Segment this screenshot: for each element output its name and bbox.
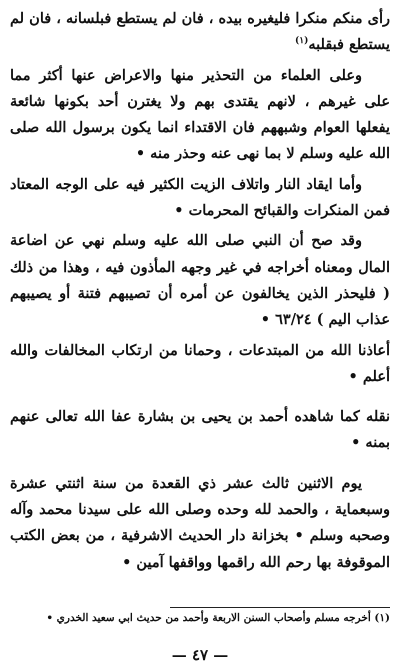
paragraph-fire-oil xyxy=(10,172,390,225)
paragraph-text: يوم الاثنين ثالث عشر ذي القعدة من سنة اثنتي عشرة وسبعماية ، والحمد لله وحده وصلى الله على سيدنا محمد وآله وصحبه وسلم • بخزانة دار الحديث الاشرفية ، من بعض الكتب الموقوفة بها رحم الله راقمها وواقفها آمين • xyxy=(10,474,390,571)
main-text xyxy=(10,6,390,580)
page-number: — ٤٧ — xyxy=(171,646,229,664)
footnote: (١) أخرجه مسلم وأصحاب السنن الاربعة وأحمد من حديث ابي سعيد الخدري • xyxy=(46,612,390,624)
paragraph-text: وأما ايقاد النار واتلاف الزيت الكثير فيه على الوجه المعتاد فمن المنكرات والقبائح المحرمات • xyxy=(10,175,390,220)
paragraph-hadith-end xyxy=(10,6,390,59)
footnote-divider xyxy=(170,607,390,608)
paragraph-scholars xyxy=(10,63,390,168)
paragraph-text: وقد صح أن النبي صلى الله عليه وسلم نهي عن اضاعة المال ومعناه أخراجه في غير وجهه المأذون فيه ، وهذا من ذلك ( فليحذر الذين يخالفون عن أمره أن تصيبهم فتنة أو يصيبهم عذاب اليم ) ٦٣/٢٤ • xyxy=(10,232,390,329)
paragraph-text: رأى منكم منكرا فليغيره بيده ، فان لم يستطع فبلسانه ، فان لم يستطع فبقلبه xyxy=(10,10,390,54)
paragraph-supplication xyxy=(10,338,390,391)
footnote-reference: (١) xyxy=(295,36,309,47)
paragraph-colophon xyxy=(10,471,390,576)
paragraph-text: وعلى العلماء من التحذير منها والاعراض عنها أكثر مما على غيرهم ، لانهم يقتدى بهم ولا يغترن أحد بكونها شائعة يفعلها العوام وشبههم فان الاقتداء انما يكون برسول الله صلى الله عليه وسلم لا بما نهى عنه وحذر منه • xyxy=(10,66,390,163)
paragraph-transcriber xyxy=(10,404,390,457)
paragraph-wasting-wealth xyxy=(10,228,390,333)
paragraph-text: أعاذنا الله من المبتدعات ، وحمانا من ارتكاب المخالفات والله أعلم • xyxy=(10,341,390,385)
paragraph-text: نقله كما شاهده أحمد بن يحيى بن بشارة عفا الله تعالى عنهم بمنه • xyxy=(10,408,390,452)
